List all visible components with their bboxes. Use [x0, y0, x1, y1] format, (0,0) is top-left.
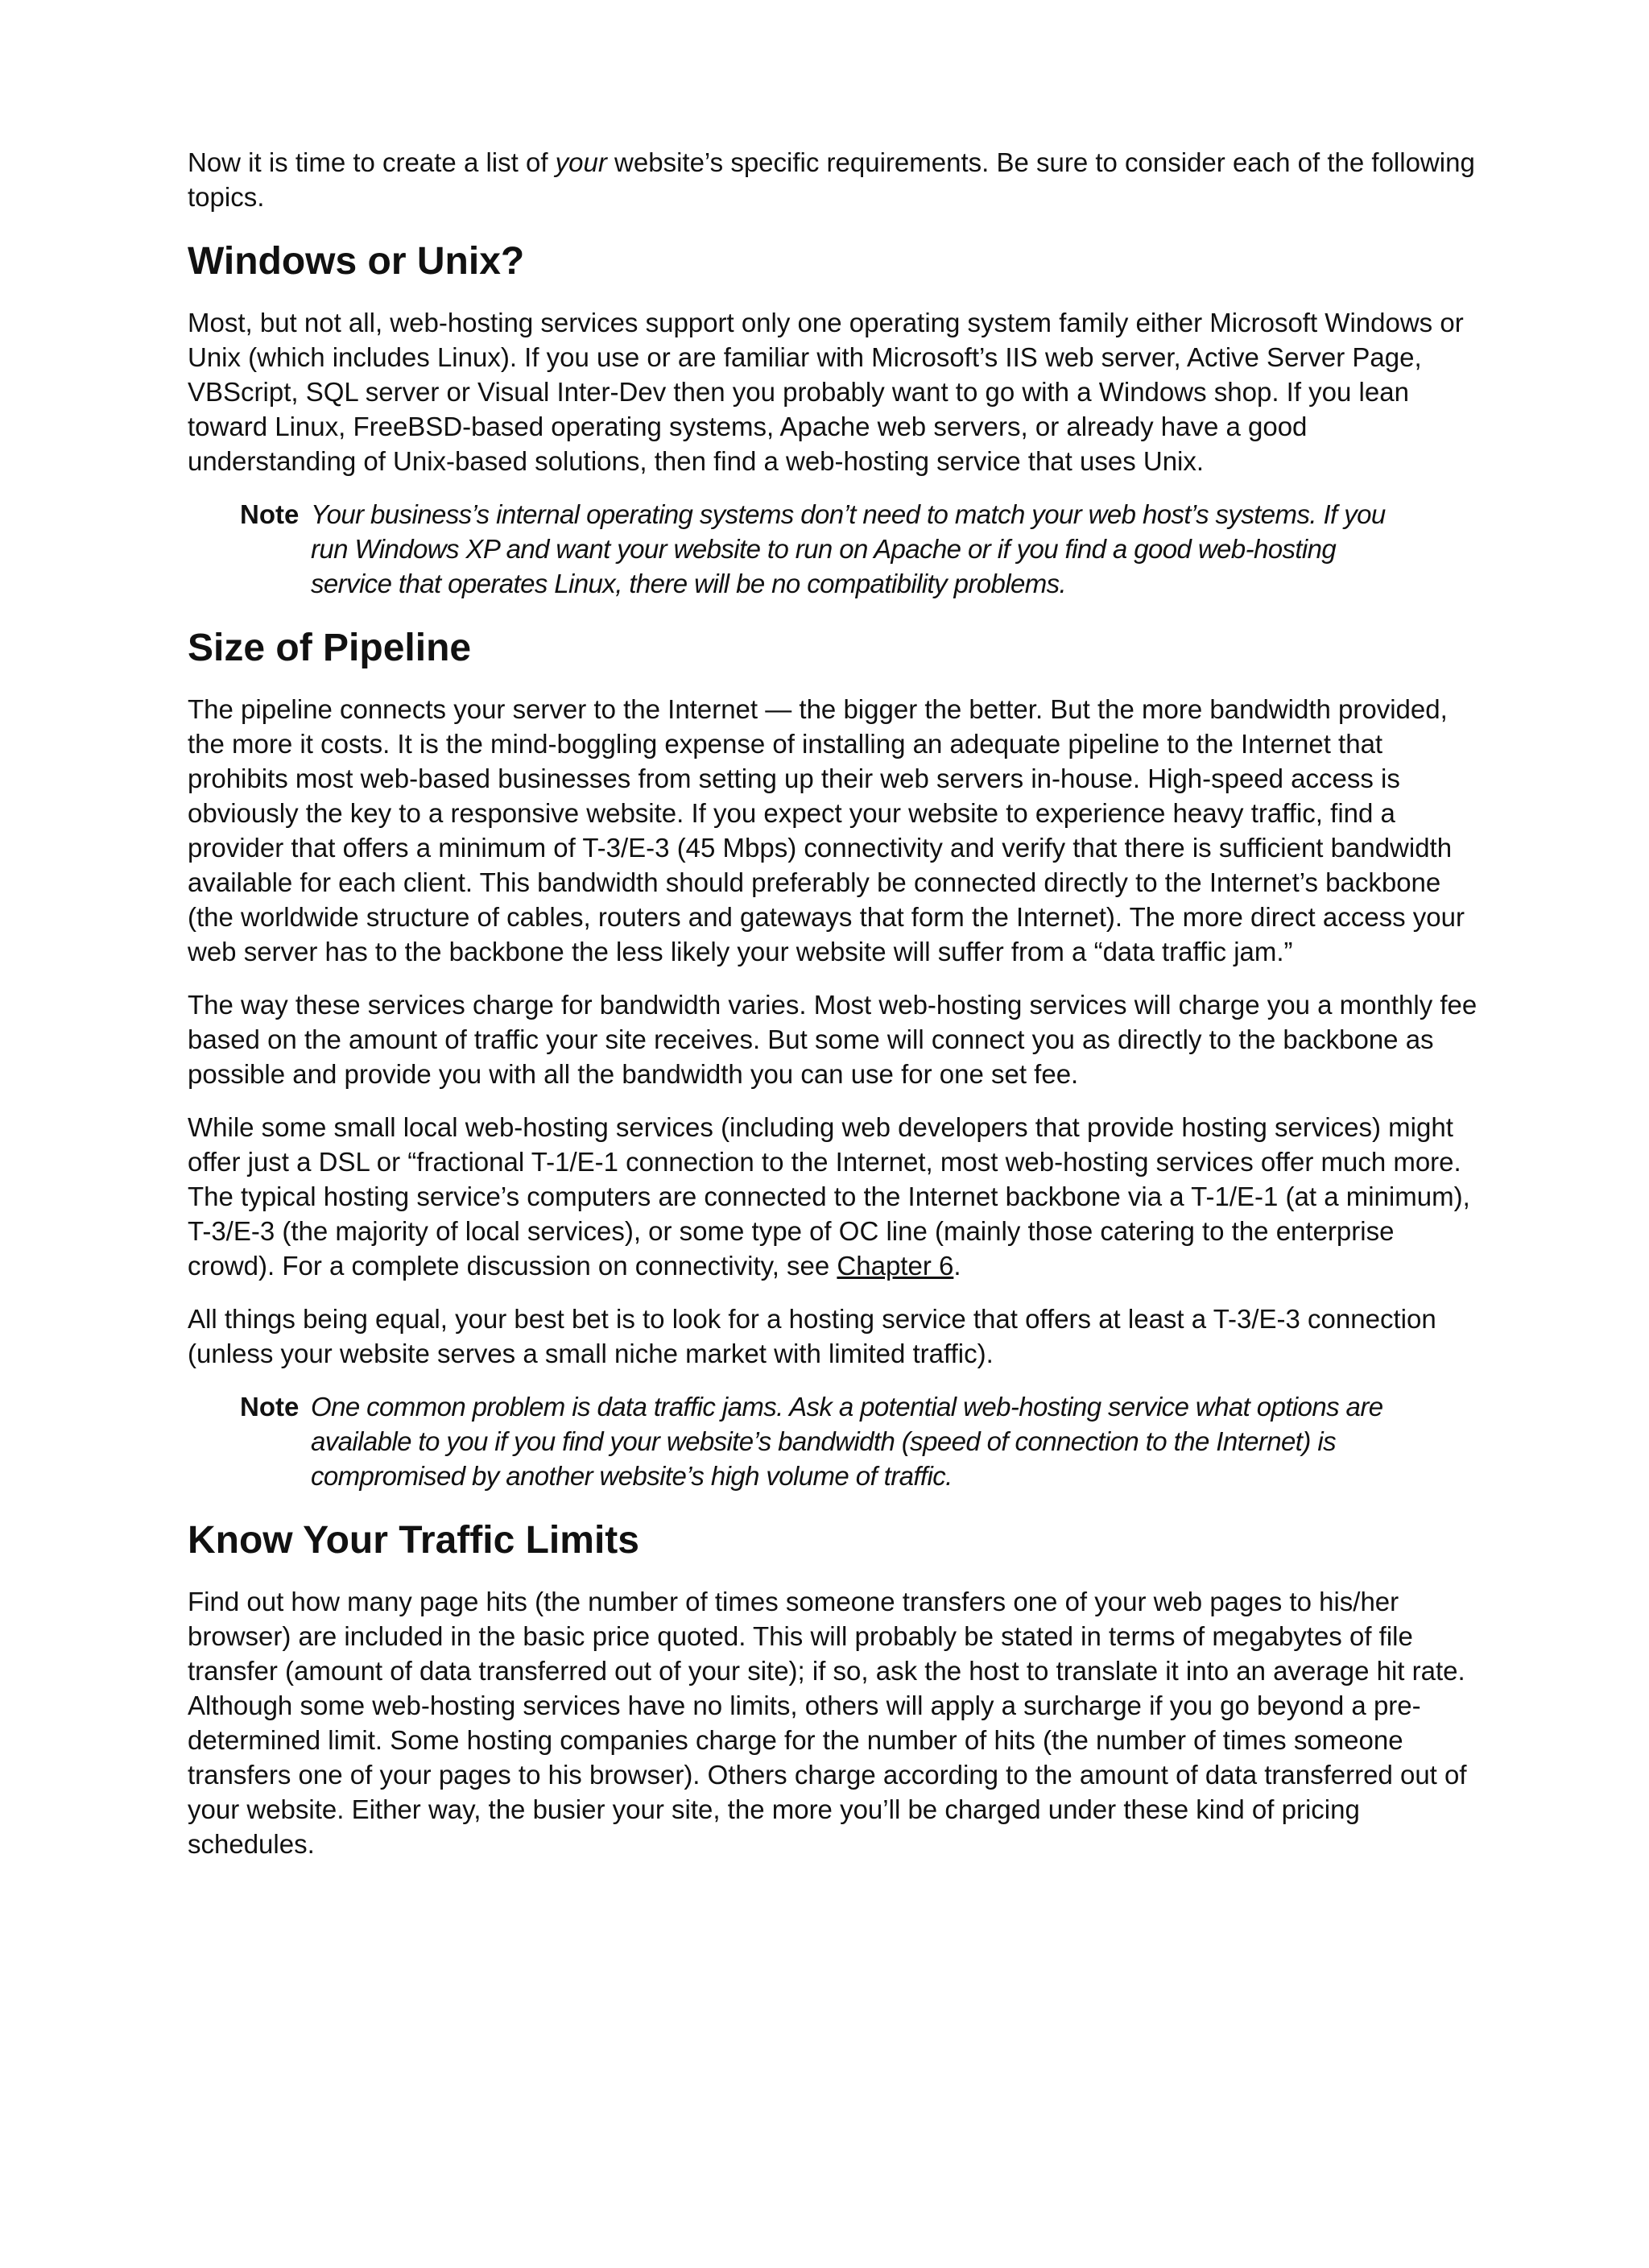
note-label: Note — [240, 1392, 300, 1422]
chapter-6-link[interactable]: Chapter 6 — [837, 1251, 954, 1281]
document-page — [188, 145, 1480, 1880]
intro-emphasis: your — [555, 147, 607, 177]
pipeline-paragraph-2: The way these services charge for bandwidth varies. Most web-hosting services will charge you a monthly fee based on the amount of traffic your site receives. But some will connect you as directly to the backbone as possible and provide you with all the bandwidth you can use for one set fee. — [188, 990, 1477, 1089]
heading-size-of-pipeline: Size of Pipeline — [188, 627, 472, 669]
intro-text-end: website’s specific requirements. Be sure to consider each of the following topics. — [188, 147, 1475, 212]
note-os-compatibility — [188, 497, 1480, 601]
heading-know-your-traffic-limits: Know Your Traffic Limits — [188, 1519, 639, 1562]
pipeline-p3-text: While some small local web-hosting services (including web developers that provide hosting services) might offer just a DSL or “fractional T-1/E-1 connection to the Internet, most web-hosting services offer much more. The typical hosting service’s computers are connected to the Internet backbone via a T-1/E-1 (at a minimum), T-3/E-3 (the majority of local services), or some type of OC line (mainly those catering to the enterprise crowd). For a complete discussion on connectivity, see — [188, 1112, 1470, 1281]
intro-text-start: Now it is time to create a list of — [188, 147, 556, 177]
pipeline-paragraph-4: All things being equal, your best bet is to look for a hosting service that offers at least a T-3/E-3 connection (unless your website serves a small niche market with limited traffic). — [188, 1304, 1436, 1368]
note-traffic-jams — [188, 1389, 1480, 1493]
note-text: One common problem is data traffic jams. Ask a potential web-hosting service what options are available to you if you find your website’s bandwidth (speed of connection to the Internet) is compromised by another website’s high volume of traffic. — [311, 1392, 1383, 1491]
pipeline-p3-end: . — [953, 1251, 961, 1281]
note-label: Note — [240, 499, 300, 529]
traffic-paragraph: Find out how many page hits (the number of times someone transfers one of your web pages to his/her browser) are included in the basic price quoted. This will probably be stated in terms of megabytes of file transfer (amount of data transferred out of your site); if so, ask the host to translate it into an average hit rate. Although some web-hosting services have no limits, others will apply a surcharge if you go beyond a pre-determined limit. Some hosting companies charge for the number of hits (the number of times someone transfers one of your pages to his browser). Others charge according to the amount of data transferred out of your website. Either way, the busier your site, the more you’ll be charged under these kind of pricing schedules. — [188, 1587, 1467, 1859]
pipeline-paragraph-1: The pipeline connects your server to the Internet — the bigger the better. But the more bandwidth provided, the more it costs. It is the mind-boggling expense of installing an adequate pipeline to the Internet that prohibits most web-based businesses from setting up their web servers in-house. High-speed access is obviously the key to a responsive website. If you expect your website to experience heavy traffic, find a provider that offers a minimum of T-3/E-3 (45 Mbps) connectivity and verify that there is sufficient bandwidth available for each client. This bandwidth should preferably be connected directly to the Internet’s backbone (the worldwide structure of cables, routers and gateways that form the Internet). The more direct access your web server has to the backbone the less likely your website will suffer from a “data traffic jam.” — [188, 694, 1465, 966]
intro-paragraph — [188, 145, 1480, 214]
windows-unix-paragraph: Most, but not all, web-hosting services support only one operating system family either Microsoft Windows or Unix (which includes Linux). If you use or are familiar with Microsoft’s IIS web server, Active Server Page, VBScript, SQL server or Visual Inter-Dev then you probably want to go with a Windows shop. If you lean toward Linux, FreeBSD-based operating systems, Apache web servers, or already have a good understanding of Unix-based solutions, then find a web-hosting service that uses Unix. — [188, 308, 1464, 476]
note-text: Your business’s internal operating systems don’t need to match your web host’s systems. If you run Windows XP and want your website to run on Apache or if you find a good web-hosting service that operates Linux, there will be no compatibility problems. — [311, 499, 1386, 598]
pipeline-paragraph-3 — [188, 1110, 1480, 1283]
heading-windows-or-unix: Windows or Unix? — [188, 240, 525, 283]
